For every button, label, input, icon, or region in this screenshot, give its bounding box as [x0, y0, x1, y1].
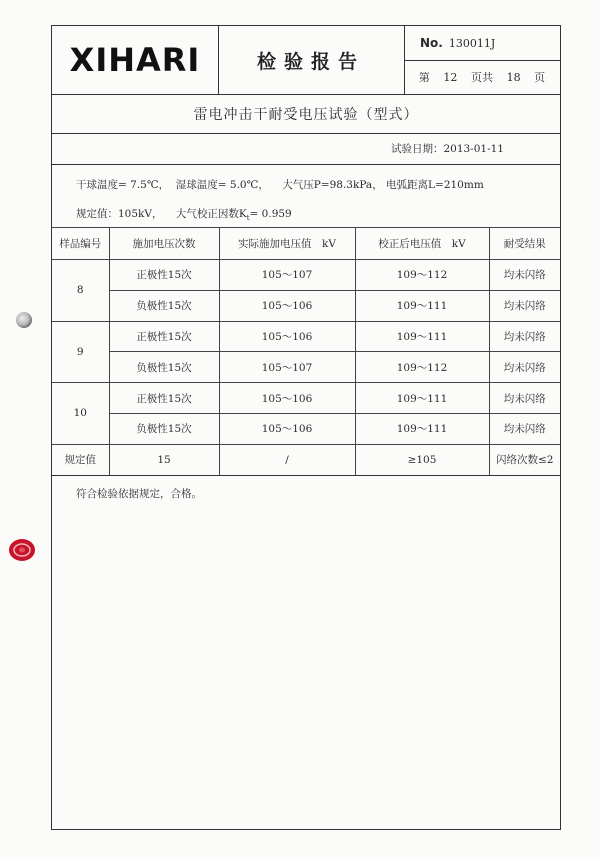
dry-bulb-temperature: 干球温度= 7.5℃， [76, 179, 170, 191]
atmospheric-pressure: 大气压P=98.3kPa， [282, 179, 383, 191]
results-table [52, 227, 560, 476]
report-number [404, 26, 560, 61]
spec-corrected: ≥105 [355, 444, 489, 475]
corrected-voltage-cell: 109～111 [355, 383, 489, 414]
result-cell: 均未闪络 [489, 352, 560, 383]
applied-voltage-cell: 105～107 [219, 260, 355, 291]
correction-factor-subscript: t [246, 214, 250, 223]
page-ye-gong: 页共 [470, 71, 493, 84]
correction-factor-label: 大气校正因数K [175, 208, 247, 220]
spec-applied: / [219, 444, 355, 475]
page-ye: 页 [534, 71, 546, 84]
header-applied-voltage: 实际施加电压值 kV [219, 228, 355, 260]
report-title: 检验报告 [218, 26, 405, 94]
sample-number: 10 [52, 383, 109, 445]
specified-voltage: 规定值：105kV， [76, 208, 163, 220]
conclusion-text: 符合检验依据规定，合格。 [76, 488, 202, 500]
polarity-cell: 负极性15次 [109, 290, 219, 321]
spec-result: 闪络次数≤2 [489, 444, 560, 475]
arc-distance: 电弧距离L=210mm [386, 179, 484, 191]
spec-count: 15 [109, 444, 219, 475]
result-cell: 均未闪络 [489, 321, 560, 352]
binder-hole [16, 312, 32, 328]
table-header-row [52, 228, 560, 260]
page-di: 第 [418, 71, 430, 84]
sample-number: 8 [52, 260, 109, 322]
applied-voltage-cell: 105～107 [219, 352, 355, 383]
correction-factor-value: = 0.959 [249, 208, 292, 220]
header-corrected-voltage: 校正后电压值 kV [355, 228, 489, 260]
report-header [52, 26, 560, 95]
result-cell: 均未闪络 [489, 290, 560, 321]
table-row [52, 352, 560, 383]
table-row [52, 290, 560, 321]
corrected-voltage-cell: 109～112 [355, 260, 489, 291]
page-indicator [404, 60, 560, 94]
table-row [52, 383, 560, 414]
corrected-voltage-cell: 109～111 [355, 413, 489, 444]
section-title: 雷电冲击干耐受电压试验（型式） [52, 94, 560, 134]
applied-voltage-cell: 105～106 [219, 383, 355, 414]
result-cell: 均未闪络 [489, 413, 560, 444]
company-logo: XIHARI [52, 26, 219, 94]
polarity-cell: 负极性15次 [109, 413, 219, 444]
page-current: 12 [443, 70, 458, 84]
polarity-cell: 正极性15次 [109, 260, 219, 291]
spec-label: 规定值 [52, 444, 109, 475]
table-row [52, 321, 560, 352]
applied-voltage-cell: 105～106 [219, 290, 355, 321]
corrected-voltage-cell: 109～111 [355, 290, 489, 321]
test-date-value: 2013-01-11 [443, 142, 504, 155]
page-total: 18 [506, 70, 521, 84]
polarity-cell: 正极性15次 [109, 321, 219, 352]
conditions-line-1 [76, 177, 484, 192]
report-number-value: 130011J [448, 36, 496, 50]
test-date-row [52, 133, 560, 165]
applied-voltage-cell: 105～106 [219, 321, 355, 352]
test-conditions [52, 165, 560, 228]
header-application-count: 施加电压次数 [109, 228, 219, 260]
spec-row [52, 444, 560, 475]
corrected-voltage-cell: 109～112 [355, 352, 489, 383]
polarity-cell: 负极性15次 [109, 352, 219, 383]
table-row [52, 260, 560, 291]
header-sample-no: 样品编号 [52, 228, 109, 260]
report-number-label: No. [420, 36, 443, 50]
header-result: 耐受结果 [489, 228, 560, 260]
result-cell: 均未闪络 [489, 260, 560, 291]
applied-voltage-cell: 105～106 [219, 413, 355, 444]
wet-bulb-temperature: 湿球温度= 5.0℃， [175, 179, 269, 191]
red-seal-stamp [7, 537, 37, 563]
report-sheet [51, 25, 561, 830]
corrected-voltage-cell: 109～111 [355, 321, 489, 352]
conditions-line-2 [76, 206, 292, 222]
result-cell: 均未闪络 [489, 383, 560, 414]
table-row [52, 413, 560, 444]
polarity-cell: 正极性15次 [109, 383, 219, 414]
sample-number: 9 [52, 321, 109, 383]
test-date-label: 试验日期： [390, 143, 444, 155]
